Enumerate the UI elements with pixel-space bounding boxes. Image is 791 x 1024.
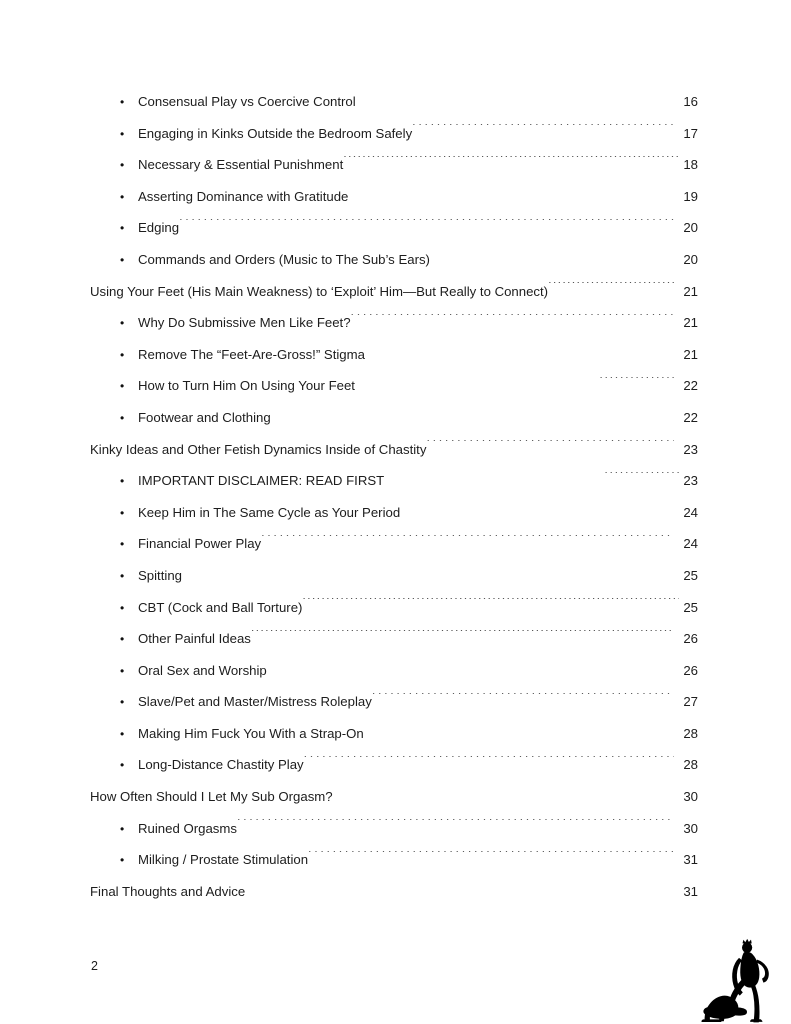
bullet-icon	[120, 498, 138, 530]
toc-page-number: 25	[683, 599, 698, 615]
bullet-icon	[120, 308, 138, 340]
toc-page-number: 27	[683, 694, 698, 710]
femdom-silhouette-logo	[697, 935, 785, 1023]
bullet-icon	[120, 529, 138, 561]
bullet-icon	[120, 340, 138, 372]
toc-entry[interactable]	[90, 528, 698, 560]
bullet-icon	[120, 561, 138, 593]
toc-entry[interactable]	[90, 370, 698, 402]
toc-page-number: 19	[683, 188, 698, 204]
dot-leader	[304, 756, 674, 769]
toc-page-number: 20	[683, 220, 698, 236]
bullet-icon	[120, 845, 138, 877]
dot-leader	[271, 409, 674, 422]
bullet-icon	[120, 371, 138, 403]
toc-entry[interactable]	[90, 718, 698, 750]
toc-entry[interactable]	[90, 307, 698, 339]
dot-leader	[302, 598, 679, 611]
toc-entry-title: Using Your Feet (His Main Weakness) to ‘Exploit’ Him—But Really to Connect)	[90, 283, 549, 299]
toc-entry-title: Milking / Prostate Stimulation	[138, 852, 309, 868]
toc-page-number: 30	[683, 820, 698, 836]
dot-leader	[308, 851, 674, 864]
toc-page-number: 16	[683, 94, 698, 109]
toc-entry-title: Engaging in Kinks Outside the Bedroom Safely	[138, 125, 413, 141]
toc-page-number: 28	[683, 757, 698, 773]
toc-entry-title: Asserting Dominance with Gratitude	[138, 188, 349, 204]
toc-page-number: 23	[683, 473, 698, 489]
bullet-icon	[120, 213, 138, 245]
toc-entry-title: Final Thoughts and Advice	[90, 883, 246, 899]
toc-entry-title: Spitting	[138, 567, 182, 583]
toc-entry-title: Commands and Orders (Music to The Sub’s Ears)	[138, 251, 430, 267]
dot-leader	[384, 472, 679, 485]
toc-entry[interactable]	[90, 118, 698, 150]
toc-page-number: 22	[683, 378, 698, 394]
toc-page-number: 20	[683, 251, 698, 267]
toc-entry-title: Oral Sex and Worship	[138, 662, 267, 678]
toc-entry-title: IMPORTANT DISCLAIMER: READ FIRST	[138, 473, 385, 489]
toc-entry[interactable]	[90, 244, 698, 276]
toc-entry[interactable]	[90, 686, 698, 718]
bullet-icon	[120, 687, 138, 719]
dot-leader	[426, 440, 674, 453]
table-of-contents	[90, 86, 698, 907]
toc-entry[interactable]	[90, 212, 698, 244]
bullet-icon	[120, 814, 138, 846]
dot-leader	[267, 662, 674, 675]
bullet-icon	[120, 245, 138, 277]
toc-page-number: 31	[683, 852, 698, 868]
dot-leader	[261, 535, 674, 548]
dot-leader	[333, 788, 674, 801]
toc-entry-title: Keep Him in The Same Cycle as Your Period	[138, 504, 401, 520]
toc-entry-title: Long-Distance Chastity Play	[138, 757, 304, 773]
toc-entry-title: How Often Should I Let My Sub Orgasm?	[90, 789, 333, 805]
toc-page-number: 23	[683, 441, 698, 457]
toc-page-number: 18	[683, 157, 698, 173]
toc-entry[interactable]	[90, 844, 698, 876]
dot-leader	[364, 725, 674, 738]
dot-leader	[348, 188, 674, 201]
bullet-icon	[120, 750, 138, 782]
dot-leader	[372, 693, 674, 706]
toc-page-number: 24	[683, 504, 698, 520]
toc-page-number: 22	[683, 409, 698, 425]
dot-leader	[251, 630, 674, 643]
dot-leader	[355, 377, 674, 390]
toc-entry-title: Why Do Submissive Men Like Feet?	[138, 315, 351, 331]
toc-page-number: 17	[683, 125, 698, 141]
bullet-icon	[120, 593, 138, 625]
toc-page-number: 24	[683, 536, 698, 552]
bullet-icon	[120, 150, 138, 182]
toc-entry[interactable]	[90, 497, 698, 529]
toc-entry[interactable]	[90, 749, 698, 781]
toc-entry[interactable]	[90, 402, 698, 434]
dot-leader	[430, 251, 674, 264]
bullet-icon	[120, 624, 138, 656]
toc-page-number: 21	[683, 283, 698, 299]
toc-entry[interactable]	[90, 623, 698, 655]
toc-entry[interactable]	[90, 781, 698, 813]
dot-leader	[245, 883, 674, 896]
toc-page-number: 26	[683, 662, 698, 678]
toc-entry-title: Remove The “Feet-Are-Gross!” Stigma	[138, 346, 365, 362]
toc-entry-title: Other Painful Ideas	[138, 631, 251, 647]
dot-leader	[179, 219, 674, 232]
toc-entry[interactable]	[90, 655, 698, 687]
dot-leader	[412, 124, 674, 137]
bullet-icon	[120, 656, 138, 688]
bullet-icon	[120, 719, 138, 751]
toc-entry[interactable]	[90, 592, 698, 624]
bullet-icon	[120, 87, 138, 119]
toc-entry-title: How to Turn Him On Using Your Feet	[138, 378, 355, 394]
toc-entry[interactable]	[90, 465, 698, 497]
dot-leader	[365, 346, 674, 359]
dot-leader	[237, 819, 674, 832]
bullet-icon	[120, 182, 138, 214]
dot-leader	[548, 282, 674, 295]
toc-entry[interactable]	[90, 181, 698, 213]
toc-entry-title: Financial Power Play	[138, 536, 262, 552]
bullet-icon	[120, 466, 138, 498]
dot-leader	[182, 567, 674, 580]
toc-entry[interactable]	[90, 149, 698, 181]
dot-leader	[343, 156, 679, 169]
toc-page-number: 21	[683, 346, 698, 362]
toc-entry[interactable]	[90, 813, 698, 845]
dot-leader	[351, 314, 674, 327]
bullet-icon	[120, 403, 138, 435]
toc-page-number: 31	[683, 883, 698, 899]
bullet-icon	[120, 119, 138, 151]
toc-page-number: 28	[683, 725, 698, 741]
toc-page-number: 21	[683, 315, 698, 331]
toc-entry-title: CBT (Cock and Ball Torture)	[138, 599, 303, 615]
toc-entry-title: Making Him Fuck You With a Strap-On	[138, 725, 364, 741]
dot-leader	[356, 93, 679, 106]
toc-entry-title: Kinky Ideas and Other Fetish Dynamics Inside of Chastity	[90, 441, 427, 457]
toc-entry[interactable]	[90, 876, 698, 908]
toc-entry-title: Slave/Pet and Master/Mistress Roleplay	[138, 694, 372, 710]
toc-entry[interactable]	[90, 339, 698, 371]
dot-leader	[400, 504, 674, 517]
toc-entry[interactable]	[90, 276, 698, 308]
toc-entry-title: Footwear and Clothing	[138, 409, 271, 425]
toc-entry-title: Consensual Play vs Coercive Control	[138, 94, 356, 109]
toc-page-number: 25	[683, 567, 698, 583]
page-number-folio: 2	[91, 959, 98, 973]
toc-entry[interactable]	[90, 434, 698, 466]
toc-entry-title: Necessary & Essential Punishment	[138, 157, 344, 173]
toc-entry[interactable]	[90, 86, 698, 118]
toc-entry-title: Edging	[138, 220, 180, 236]
toc-entry[interactable]	[90, 560, 698, 592]
toc-page-number: 26	[683, 631, 698, 647]
toc-page-number: 30	[683, 789, 698, 805]
toc-entry-title: Ruined Orgasms	[138, 820, 237, 836]
